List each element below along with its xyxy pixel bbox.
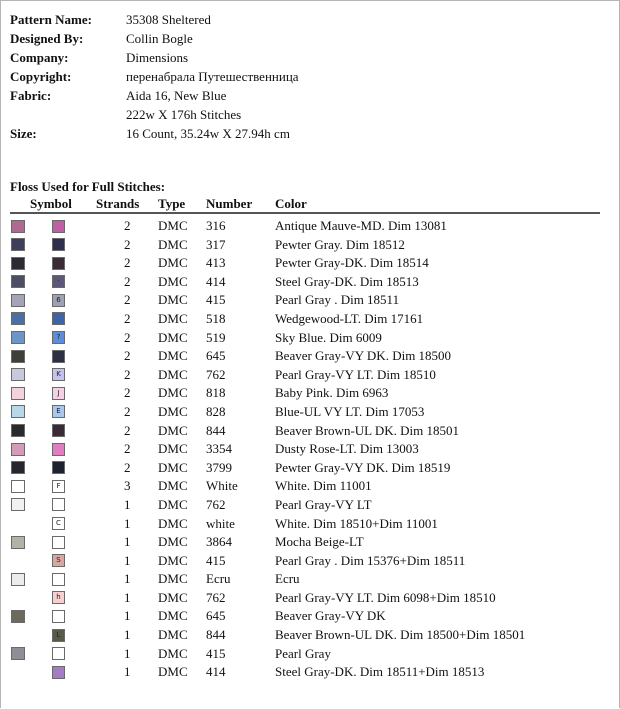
strands-cell: 2 <box>124 422 131 438</box>
color-name-cell: Baby Pink. Dim 6963 <box>275 385 389 401</box>
number-cell: white <box>206 515 235 531</box>
number-cell: 844 <box>206 422 226 438</box>
symbol-box <box>52 424 65 437</box>
type-cell: DMC <box>158 236 188 252</box>
symbol-box: L <box>52 629 65 642</box>
color-swatch <box>11 610 25 623</box>
floss-row <box>10 273 610 292</box>
floss-row <box>10 384 610 403</box>
strands-cell: 1 <box>124 608 131 624</box>
type-cell: DMC <box>158 255 188 271</box>
info-key: Pattern Name: <box>10 12 92 27</box>
number-cell: 844 <box>206 627 226 643</box>
symbol-box: E <box>52 405 65 418</box>
floss-row <box>10 291 610 310</box>
number-cell: 415 <box>206 552 226 568</box>
info-key: Company: <box>10 50 69 65</box>
number-cell: 645 <box>206 348 226 364</box>
info-row <box>10 67 299 86</box>
info-value: Dimensions <box>126 50 189 65</box>
color-name-cell: Steel Gray-DK. Dim 18511+Dim 18513 <box>275 664 485 680</box>
color-swatch <box>11 350 25 363</box>
type-cell: DMC <box>158 292 188 308</box>
type-cell: DMC <box>158 645 188 661</box>
symbol-box: · <box>52 238 65 251</box>
symbol-box <box>52 257 65 270</box>
info-value: 16 Count, 35.24w X 27.94h cm <box>126 126 290 141</box>
strands-cell: 2 <box>124 310 131 326</box>
color-name-cell: Blue-UL VY LT. Dim 17053 <box>275 403 425 419</box>
floss-row <box>10 403 610 422</box>
color-name-cell: Pearl Gray-VY LT. Dim 6098+Dim 18510 <box>275 589 496 605</box>
type-cell: DMC <box>158 273 188 289</box>
info-row <box>10 86 299 105</box>
info-value: Collin Bogle <box>126 31 193 46</box>
info-key: Fabric: <box>10 88 52 103</box>
number-cell: Ecru <box>206 571 231 587</box>
color-name-cell: Sky Blue. Dim 6009 <box>275 329 382 345</box>
symbol-box: · <box>52 275 65 288</box>
number-cell: White <box>206 478 238 494</box>
symbol-box <box>52 350 65 363</box>
symbol-box: K <box>52 368 65 381</box>
number-cell: 317 <box>206 236 226 252</box>
color-swatch <box>11 275 25 288</box>
info-key: Copyright: <box>10 69 72 84</box>
strands-cell: 2 <box>124 366 131 382</box>
type-cell: DMC <box>158 534 188 550</box>
color-name-cell: Beaver Gray-VY DK. Dim 18500 <box>275 348 452 364</box>
color-name-cell: Pewter Gray. Dim 18512 <box>275 236 405 252</box>
strands-cell: 2 <box>124 403 131 419</box>
color-swatch <box>11 480 25 493</box>
color-name-cell: Pearl Gray-VY LT <box>275 496 372 512</box>
floss-row <box>10 645 610 664</box>
info-key: Designed By: <box>10 31 84 46</box>
type-cell: DMC <box>158 366 188 382</box>
number-cell: 415 <box>206 645 226 661</box>
floss-row <box>10 663 610 682</box>
number-cell: 414 <box>206 664 226 680</box>
strands-cell: 2 <box>124 218 131 233</box>
strands-cell: 3 <box>124 478 131 494</box>
color-swatch <box>11 238 25 251</box>
type-cell: DMC <box>158 627 188 643</box>
color-swatch <box>11 405 25 418</box>
type-cell: DMC <box>158 441 188 457</box>
strands-cell: 2 <box>124 348 131 364</box>
number-cell: 762 <box>206 366 226 382</box>
info-row <box>10 10 299 29</box>
number-cell: 3799 <box>206 459 232 475</box>
symbol-box: 6 <box>52 294 65 307</box>
color-name-cell: Beaver Gray-VY DK <box>275 608 386 624</box>
floss-table-body <box>10 217 610 682</box>
number-cell: 519 <box>206 329 226 345</box>
color-name-cell: Pewter Gray-VY DK. Dim 18519 <box>275 459 451 475</box>
strands-cell: 2 <box>124 236 131 252</box>
strands-cell: 1 <box>124 496 131 512</box>
info-key: Size: <box>10 126 37 141</box>
type-cell: DMC <box>158 589 188 605</box>
strands-cell: 2 <box>124 329 131 345</box>
strands-cell: 1 <box>124 552 131 568</box>
color-name-cell: Dusty Rose-LT. Dim 13003 <box>275 441 419 457</box>
header-number: Number <box>206 196 253 211</box>
symbol-box <box>52 443 65 456</box>
floss-row <box>10 366 610 385</box>
color-swatch <box>11 647 25 660</box>
strands-cell: 1 <box>124 534 131 550</box>
strands-cell: 1 <box>124 664 131 680</box>
symbol-box <box>52 666 65 679</box>
number-cell: 415 <box>206 292 226 308</box>
floss-row <box>10 533 610 552</box>
header-type: Type <box>158 196 186 211</box>
type-cell: DMC <box>158 329 188 345</box>
symbol-box <box>52 461 65 474</box>
floss-row <box>10 254 610 273</box>
color-name-cell: Wedgewood-LT. Dim 17161 <box>275 310 424 326</box>
info-value: 222w X 176h Stitches <box>126 107 242 122</box>
color-swatch <box>11 312 25 325</box>
color-name-cell: Pearl Gray <box>275 645 331 661</box>
color-swatch <box>11 220 25 233</box>
floss-table-header <box>10 195 600 214</box>
number-cell: 413 <box>206 255 226 271</box>
color-swatch <box>11 294 25 307</box>
color-swatch <box>11 461 25 474</box>
strands-cell: 1 <box>124 571 131 587</box>
type-cell: DMC <box>158 422 188 438</box>
type-cell: DMC <box>158 348 188 364</box>
number-cell: 762 <box>206 589 226 605</box>
symbol-box: C <box>52 517 65 530</box>
symbol-box <box>52 573 65 586</box>
floss-row <box>10 496 610 515</box>
color-name-cell: Ecru <box>275 571 300 587</box>
floss-row <box>10 626 610 645</box>
color-swatch <box>11 443 25 456</box>
symbol-box <box>52 610 65 623</box>
color-name-cell: Pewter Gray-DK. Dim 18514 <box>275 255 429 271</box>
color-name-cell: Beaver Brown-UL DK. Dim 18501 <box>275 422 460 438</box>
floss-row <box>10 236 610 255</box>
type-cell: DMC <box>158 403 188 419</box>
number-cell: 518 <box>206 310 226 326</box>
color-swatch <box>11 387 25 400</box>
floss-row <box>10 329 610 348</box>
info-row <box>10 48 299 67</box>
floss-row <box>10 477 610 496</box>
floss-row <box>10 515 610 534</box>
info-row <box>10 124 299 143</box>
floss-section-title: Floss Used for Full Stitches: <box>10 179 166 194</box>
symbol-box <box>52 536 65 549</box>
number-cell: 3864 <box>206 534 232 550</box>
type-cell: DMC <box>158 664 188 680</box>
floss-row <box>10 459 610 478</box>
info-row <box>10 105 299 124</box>
strands-cell: 2 <box>124 385 131 401</box>
strands-cell: 1 <box>124 645 131 661</box>
color-name-cell: White. Dim 18510+Dim 11001 <box>275 515 438 531</box>
strands-cell: 2 <box>124 255 131 271</box>
color-swatch <box>11 257 25 270</box>
color-swatch <box>11 498 25 511</box>
type-cell: DMC <box>158 552 188 568</box>
color-swatch <box>11 424 25 437</box>
strands-cell: 2 <box>124 459 131 475</box>
strands-cell: 1 <box>124 515 131 531</box>
symbol-box: ? <box>52 331 65 344</box>
type-cell: DMC <box>158 385 188 401</box>
number-cell: 762 <box>206 496 226 512</box>
strands-cell: 1 <box>124 627 131 643</box>
color-name-cell: Steel Gray-DK. Dim 18513 <box>275 273 419 289</box>
floss-row <box>10 347 610 366</box>
type-cell: DMC <box>158 515 188 531</box>
type-cell: DMC <box>158 496 188 512</box>
floss-row <box>10 422 610 441</box>
strands-cell: 2 <box>124 441 131 457</box>
color-swatch <box>11 573 25 586</box>
floss-row <box>10 440 610 459</box>
symbol-box: h <box>52 591 65 604</box>
symbol-box <box>52 647 65 660</box>
number-cell: 818 <box>206 385 226 401</box>
color-name-cell: White. Dim 11001 <box>275 478 372 494</box>
info-row <box>10 29 299 48</box>
number-cell: 828 <box>206 403 226 419</box>
color-name-cell: Pearl Gray-VY LT. Dim 18510 <box>275 366 436 382</box>
color-name-cell: Antique Mauve-MD. Dim 13081 <box>275 218 447 233</box>
symbol-box <box>52 312 65 325</box>
color-name-cell: Beaver Brown-UL DK. Dim 18500+Dim 18501 <box>275 627 526 643</box>
color-swatch <box>11 368 25 381</box>
symbol-box <box>52 498 65 511</box>
symbol-box: S <box>52 554 65 567</box>
type-cell: DMC <box>158 571 188 587</box>
symbol-box <box>52 220 65 233</box>
floss-row <box>10 310 610 329</box>
info-value: 35308 Sheltered <box>126 12 211 27</box>
strands-cell: 2 <box>124 273 131 289</box>
color-name-cell: Pearl Gray . Dim 18511 <box>275 292 400 308</box>
type-cell: DMC <box>158 608 188 624</box>
color-swatch <box>11 536 25 549</box>
floss-row <box>10 217 610 236</box>
strands-cell: 2 <box>124 292 131 308</box>
floss-row <box>10 607 610 626</box>
info-key <box>10 105 126 124</box>
header-color: Color <box>275 196 307 211</box>
number-cell: 645 <box>206 608 226 624</box>
floss-row <box>10 552 610 571</box>
number-cell: 3354 <box>206 441 232 457</box>
floss-row <box>10 589 610 608</box>
type-cell: DMC <box>158 310 188 326</box>
symbol-box: J <box>52 387 65 400</box>
pattern-info <box>10 10 299 143</box>
color-swatch <box>11 331 25 344</box>
color-name-cell: Pearl Gray . Dim 15376+Dim 18511 <box>275 552 466 568</box>
symbol-box: F <box>52 480 65 493</box>
strands-cell: 1 <box>124 589 131 605</box>
type-cell: DMC <box>158 459 188 475</box>
type-cell: DMC <box>158 218 188 233</box>
number-cell: 316 <box>206 218 226 233</box>
header-symbol: Symbol <box>30 196 72 211</box>
floss-row <box>10 570 610 589</box>
header-strands: Strands <box>96 196 140 211</box>
number-cell: 414 <box>206 273 226 289</box>
type-cell: DMC <box>158 478 188 494</box>
info-value: Aida 16, New Blue <box>126 88 227 103</box>
info-value: перенабрала Путешественница <box>126 69 299 84</box>
color-name-cell: Mocha Beige-LT <box>275 534 364 550</box>
